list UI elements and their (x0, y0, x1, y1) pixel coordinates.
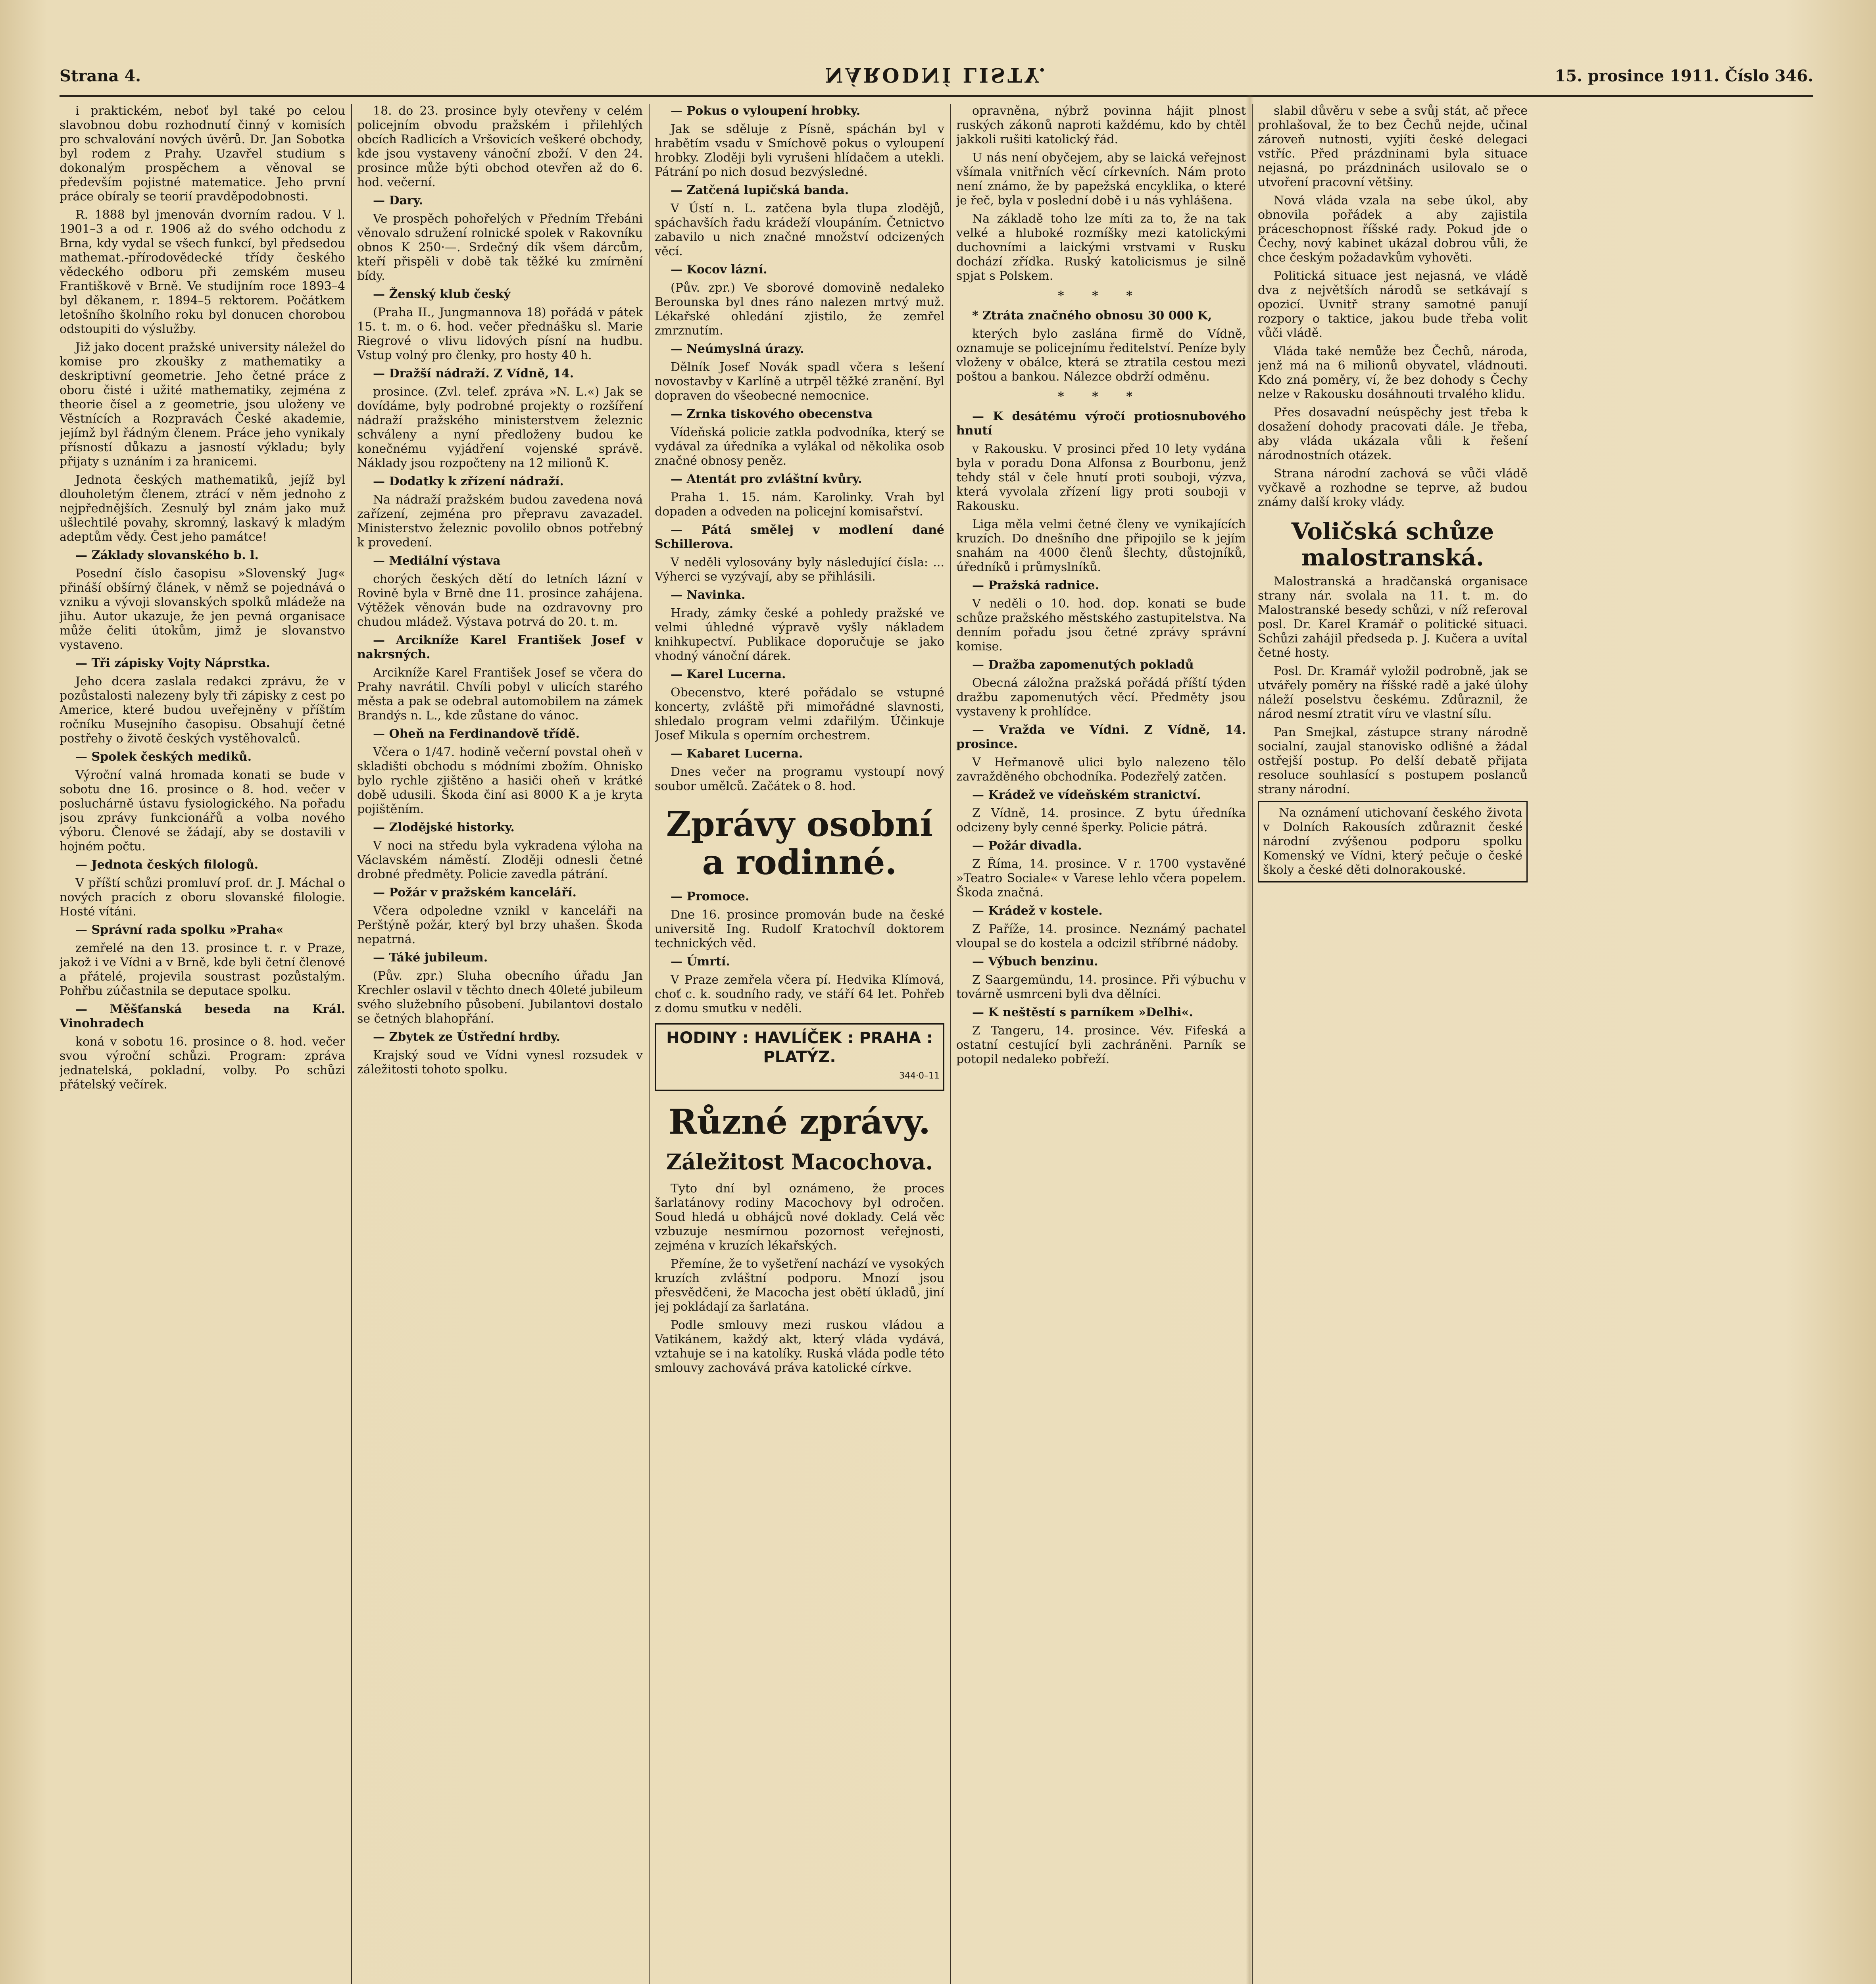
header-rule (60, 95, 1813, 97)
article-text: V neděli o 10. hod. dop. konati se bude schůze pražského městského zastupitelstva. Na denním pořadu jsou četné zprávy správní komise. (956, 597, 1246, 654)
article-text: Na základě toho lze míti za to, že na tak velké a hluboké rozmíšky mezi katolickými duchovními a laickými vrstvami v Rusku dochází zřídka. Ruský katolicismus je silně spjat s Polskem. (956, 212, 1246, 283)
article-heading: — Neúmyslná úrazy. (671, 342, 804, 356)
article-heading: — Kabaret Lucerna. (671, 747, 803, 761)
article-text: Dne 16. prosince promován bude na české universitě Ing. Rudolf Kratochvíl doktorem technických věd. (655, 908, 944, 950)
article-text: Politická situace jest nejasná, ve vládě dva z největších národů se setkávají s opozicí. Uvnitř strany samotné panují rozpory o taktice, jakou bude třeba volit vůči vládě. (1258, 269, 1528, 340)
column-4 (956, 104, 1246, 1984)
notice-box: Na oznámení utichovaní českého života v Dolních Rakousích zdůraznit české národní zvýšenou podporu spolku Komenský ve Vídni, který pečuje o české školy a české děti dolnorakouské. (1258, 801, 1528, 882)
article-text: U nás není obyčejem, aby se laická veřejnost všímala vnitřních věcí církevních. Nám proto není známo, že by papežská encyklika, o které je řeč, byla v poslední době i u nás vyhlášena. (956, 151, 1246, 208)
article-heading: — Dražší nádraží. Z Vídně, 14. (373, 367, 574, 381)
article-title: Záležitost Macochova. (666, 1149, 933, 1175)
article-heading: — Výbuch benzinu. (972, 955, 1098, 969)
article-text: (Pův. zpr.) Sluha obecního úřadu Jan Krechler oslavil v těchto dnech 40leté jubileum svého služebního působení. Jubilantovi dostalo se četných blahopřání. (357, 969, 643, 1026)
section-divider: * * * (1058, 390, 1144, 404)
article-heading: — Měšťanská beseda na Král. Vinohradech (60, 1002, 345, 1030)
article-text: Na nádraží pražském budou zavedena nová zařízení, zejména pro přepravu zavazadel. Ministerstvo železnic povolilo obnos potřebný k provedení. (357, 493, 643, 550)
article-text: Již jako docent pražské university náležel do komise pro zkoušky z mathematiky a deskriptivní geometrie. Jeho četné práce z oboru čisté i užité mathematiky, zejména z theorie čísel a z geometrie, jsou uloženy ve Věstnících a Rozpravách České akademie, jejímž byl řádným členem. Práce jeho vynikaly přísností důkazu a jasností výkladu; byly přijaty s uznáním i za hranicemi. (60, 340, 345, 469)
article-text: R. 1888 byl jmenován dvorním radou. V l. 1901–3 a od r. 1906 až do svého odchodu z Brna, kdy vydal se všech funkcí, byl předsedou mathemat.-přírodovědecké třídy českého vědeckého odboru při zemském museu Františkově v Brně. Ve studijním roce 1893–4 byl děkanem, r. 1894–5 rektorem. Počátkem letošního školního roku byl donucen chorobou odstoupiti do výslužby. (60, 208, 345, 336)
article-text: Praha 1. 15. nám. Karolinky. Vrah byl dopaden a odveden na policejní komisařství. (655, 490, 944, 519)
article-heading: — Oheň na Ferdinandově třídě. (373, 727, 580, 741)
article-heading: — Atentát pro zvláštní kvůry. (671, 472, 862, 486)
article-text: koná v sobotu 16. prosince o 8. hod. večer svou výroční schůzi. Program: zpráva jednatelská, pokladní, volby. Po schůzi přátelský večírek. (60, 1035, 345, 1092)
article-heading: — Zlodějské historky. (373, 821, 515, 834)
article-text: prosince. (Zvl. telef. zpráva »N. L.«) Jak se dovídáme, byly podrobné projekty o rozšíření nádraží pražského ministerstvem železnic schváleny a nyní předloženy budou ke konečnému vyjádření vojenské správě. Náklady jsou rozpočteny na 12 milionů K. (357, 385, 643, 470)
column-2 (357, 104, 643, 1984)
page-number: Strana 4. (60, 67, 141, 85)
article-heading: — Správní rada spolku »Praha« (75, 923, 284, 937)
article-text: Z Vídně, 14. prosince. Z bytu úředníka odcizeny byly cenné šperky. Policie pátrá. (956, 806, 1246, 834)
article-text: Přemíne, že to vyšetření nachází ve vysokých kruzích zvláštní podporu. Mnozí jsou přesvědčeni, že Macocha jest obětí úkladů, jiní jej pokládají za šarlatána. (655, 1257, 944, 1314)
column-divider (1252, 104, 1253, 1984)
article-heading: — Navinka. (671, 588, 746, 602)
article-heading: — Požár v pražském kanceláří. (373, 886, 577, 900)
article-text: 18. do 23. prosince byly otevřeny v celém policejním obvodu pražském i přilehlých obcích Radlicích a Vršovicích veškeré obchody, kde jsou vystaveny vánoční zboží. V den 24. prosince může býti obchod otevřen až do 6. hod. večerní. (357, 104, 643, 189)
article-text: Jak se sděluje z Písně, spáchán byl v hrabětím vsadu v Smíchově pokus o vyloupení hrobky. Zloději byli vyrušeni hlídačem a utekli. Pátrání po nich dosud bezvýsledné. (655, 122, 944, 179)
article-text: v Rakousku. V prosinci před 10 lety vydána byla v poradu Dona Alfonsa z Bourbonu, jenž tehdy stál v čele hnutí proti souboji, výzva, která vyvolala zřízení ligy proti souboji v Rakousku. (956, 442, 1246, 513)
article-text: Hrady, zámky české a pohledy pražské ve velmi úhledné výpravě vyšly nákladem knihkupectví. Publikace doporučuje se jako vhodný vánoční dárek. (655, 606, 944, 663)
article-text: (Pův. zpr.) Ve sborové domovině nedaleko Berounska byl dnes ráno nalezen mrtvý muž. Lékařské ohledání zjistilo, že zemřel zmrznutím. (655, 281, 944, 338)
article-text: kterých bylo zaslána firmě do Vídně, oznamuje se policejnímu ředitelství. Peníze byly vloženy v obálce, která se ztratila cestou mezi poštou a bankou. Nálezce obdrží odměnu. (956, 327, 1246, 384)
article-heading: — K desátému výročí protiosnubového hnutí (956, 409, 1246, 438)
article-text: Vláda také nemůže bez Čechů, národa, jenž má na 6 milionů obyvatel, vládnouti. Kdo zná poměry, ví, že bez dohody s Čechy nelze v Rakousku dosáhnouti trvalého klidu. (1258, 344, 1528, 401)
article-heading: — Zbytek ze Ústřední hrdby. (373, 1030, 560, 1044)
article-text: Jeho dcera zaslala redakci zprávu, že v pozůstalosti nalezeny byly tři zápisky z cest po Americe, které budou uveřejněny v příštím ročníku Musejního časopisu. Obsahují četné postřehy o životě českých vystěhovalců. (60, 675, 345, 746)
article-heading: — Dražba zapomenutých pokladů (972, 658, 1194, 672)
section-title: Různé zprávy. (668, 1102, 931, 1142)
article-text: Liga měla velmi četné členy ve vynikajících kruzích. Do dnešního dne připojilo se k jejím snahám na 4000 členů šlechty, důstojníků, úředníků i průmyslníků. (956, 517, 1246, 574)
article-text: Výroční valná hromada konati se bude v sobotu dne 16. prosince o 8. hod. večer v posluchárně ústavu fysiologického. Na pořadu jsou zprávy funkcionářů a volba nového výboru. Členové se žádají, aby se dostavili v hojném počtu. (60, 768, 345, 854)
article-heading: — Krádež ve vídeňském stranictví. (972, 788, 1201, 802)
column-5-inner (1258, 104, 1813, 1984)
article-heading: — Pátá smělej v modlení dané Schillerova. (655, 523, 944, 551)
article-text: Včera odpoledne vznikl v kanceláři na Perštýně požár, který byl brzy uhašen. Škoda nepatrná. (357, 904, 643, 946)
article-heading: — Požár divadla. (972, 839, 1082, 853)
article-text: Krajský soud ve Vídni vynesl rozsudek v záležitosti tohoto spolku. (357, 1048, 643, 1077)
article-heading: — Karel Lucerna. (671, 667, 786, 681)
article-heading: — Zrnka tiskového obecenstva (671, 407, 873, 421)
article-heading: — Promoce. (671, 890, 750, 904)
article-text: Posední číslo časopisu »Slovenský Jug« přináší obšírný článek, v němž se pojednává o vzniku a vývoji slovanských spolků mládeže na jihu. Autor ukazuje, že jen pevná organisace může čeliti útokům, jimž je slovanstvo vystaveno. (60, 567, 345, 652)
section-divider: * * * (1058, 289, 1144, 303)
article-heading: — Pražská radnice. (972, 579, 1099, 592)
article-heading: — Dary. (373, 194, 423, 208)
article-heading: — Táké jubileum. (373, 951, 488, 965)
article-text: i praktickém, neboť byl také po celou slavobnou dobu rozhodnutí činný v komisích pro schvalování nových úvěrů. Dr. Jan Sobotka byl rodem z Prahy. Uzavřel studium s dokonalým prospěchem a věnoval se především pojistné matematice. Jeho první práce obíraly se teorií pravděpodobnosti. (60, 104, 345, 204)
article-text: Posl. Dr. Kramář vyložil podrobně, jak se utvářely poměry na říšské radě a jaké úlohy náleží poselstvu českému. Zdůraznil, že národ nesmí ztratit víru ve vlastní sílu. (1258, 664, 1528, 721)
article-heading: — K neštěstí s parníkem »Delhi«. (972, 1005, 1193, 1019)
article-text: Nová vláda vzala na sebe úkol, aby obnovila pořádek a aby zajistila práceschopnost říšské rady. Pokud jde o Čechy, nový kabinet ukázal dobrou vůli, že chce českým požadavkům vyhověti. (1258, 194, 1528, 265)
issue-date: 15. prosince 1911. Číslo 346. (1555, 67, 1813, 85)
article-text: Z Tangeru, 14. prosince. Vév. Fifeská a ostatní cestující byli zachráněni. Parník se potopil nedaleko pobřeží. (956, 1024, 1246, 1066)
article-text: Jednota českých mathematiků, jejíž byl dlouholetým členem, ztrácí v něm jednoho z nejpřednějších. Zesnulý byl znám jako muž ušlechtilé povahy, skromný, laskavý k mladým adeptům vědy. Čest jeho památce! (60, 473, 345, 544)
column-5 (1258, 104, 1813, 1984)
advert-number: 344·0–11 (899, 1071, 940, 1081)
article-text: V noci na středu byla vykradena výloha na Václavském náměstí. Zloději odnesli četné drobné předměty. Policie zavedla pátrání. (357, 839, 643, 881)
article-heading: — Jednota českých filologů. (75, 858, 259, 872)
article-text: Obecenstvo, které pořádalo se vstupné koncerty, zvláště při mimořádné slavnosti, shledalo program velmi zdařilým. Účinkuje Josef Mikula s operním orchestrem. (655, 686, 944, 742)
column-divider (649, 104, 650, 1984)
article-heading: — Základy slovanského b. l. (75, 548, 259, 562)
article-text: V příští schůzi promluví prof. dr. J. Máchal o nových pracích z oboru slovanské filologie. Hosté vítáni. (60, 876, 345, 919)
advert-text: HODINY : HAVLÍČEK : PRAHA : PLATÝZ. (666, 1029, 933, 1066)
article-text: Vídeňská policie zatkla podvodníka, který se vydával za úředníka a vylákal od několika osob značné obnosy peněz. (655, 425, 944, 468)
article-text: Strana národní zachová se vůči vládě vyčkavě a rozhodne se teprve, až budou známy další kroky vlády. (1258, 467, 1528, 509)
page-header (60, 60, 1813, 91)
column-divider (351, 104, 352, 1984)
article-heading: — Tři zápisky Vojty Náprstka. (75, 656, 270, 670)
article-heading: — Ženský klub český (373, 287, 511, 301)
article-heading: — Vražda ve Vídni. Z Vídně, 14. prosince. (956, 723, 1246, 751)
article-heading: — Pokus o vyloupení hrobky. (671, 104, 861, 118)
article-text: V neděli vylosovány byly následující čísla: ... Výherci se vyzývají, aby se přihlásili. (655, 556, 944, 584)
article-text: Arcikníže Karel František Josef se včera do Prahy navrátil. Chvíli pobyl v ulicích starého města a pak se odebral automobilem na zámek Brandýs n. L., kde zůstane do vánoc. (357, 666, 643, 723)
article-heading: — Spolek českých mediků. (75, 750, 252, 764)
article-text: V Praze zemřela včera pí. Hedvika Klímová, choť c. k. soudního rady, ve stáří 64 let. Pohřeb z domu smutku v neděli. (655, 973, 944, 1015)
column-3 (655, 104, 944, 1984)
article-text: V Heřmanově ulici bylo nalezeno tělo zavražděného obchodníka. Podezřelý zatčen. (956, 756, 1246, 784)
article-text: Malostranská a hradčanská organisace strany nár. svolala na 11. t. m. do Malostranské besedy schůzi, v níž referoval posl. Dr. Karel Kramář o politické situaci. Schůzi zahájil předseda p. J. Kučera a uvítal četné hosty. (1258, 575, 1528, 660)
masthead: NÁRODNÍ LISTY. (825, 63, 1048, 87)
article-text: Dnes večer na programu vystoupí nový soubor umělců. Začátek o 8. hod. (655, 765, 944, 793)
article-heading: — Krádež v kostele. (972, 904, 1103, 918)
article-text: Podle smlouvy mezi ruskou vládou a Vatikánem, každý akt, který vláda vydává, vztahuje se i na katolíky. Ruská vláda podle této smlouvy zachovává práva katolické církve. (655, 1318, 944, 1375)
article-heading: — Zatčená lupičská banda. (671, 183, 849, 197)
article-text: opravněna, nýbrž povinna hájit plnost ruských zákonů naproti každému, kdo by chtěl jakkoli rušiti katolický řád. (956, 104, 1246, 146)
section-title: Voličská schůze malostranská. (1291, 518, 1494, 571)
article-text: Přes dosavadní neúspěchy jest třeba k dosažení dohody pracovati dále. Je třeba, aby vláda ukázala vůli k řešení národnostních otázek. (1258, 406, 1528, 462)
column-1 (60, 104, 345, 1984)
article-heading: * Ztráta značného obnosu 30 000 K, (972, 309, 1212, 323)
article-text: Včera o 1/47. hodině večerní povstal oheň v skladišti obchodu s módními zbožím. Ohnisko bylo rychle zjištěno a hasiči oheň v krátké době udusili. Škoda činí asi 8000 K a je kryta pojištěním. (357, 745, 643, 816)
article-text: Tyto dní byl oznámeno, že proces šarlatánovy rodiny Macochovy byl odročen. Soud hledá u obhájců nové doklady. Celá věc vzbuzuje nesmírnou pozornost veřejnosti, zejména v kruzích lékařských. (655, 1182, 944, 1253)
article-text: Ve prospěch pohořelých v Předním Třebáni věnovalo sdružení rolnické spolek v Rakovníku obnos K 250·—. Srdečný dík všem dárcům, kteří přispěli v době tak těžké ku zmírnění bídy. (357, 212, 643, 283)
article-text: (Praha II., Jungmannova 18) pořádá v pátek 15. t. m. o 6. hod. večer přednášku sl. Marie Riegrové o vlivu lidových písní na hudbu. Vstup volný pro členky, pro hosty 40 h. (357, 306, 643, 362)
article-text: Obecná záložna pražská pořádá příští týden dražbu zapomenutých věcí. Předměty jsou vystaveny k prohlídce. (956, 676, 1246, 719)
article-heading: — Mediální výstava (373, 554, 501, 568)
article-text: Dělník Josef Novák spadl včera s lešení novostavby v Karlíně a utrpěl těžké zranění. Byl dopraven do všeobecné nemocnice. (655, 360, 944, 403)
section-title: Zprávy osobní a rodinné. (666, 804, 933, 882)
article-heading: — Kocov lázní. (671, 263, 767, 277)
article-text: Z Říma, 14. prosince. V r. 1700 vystavěné »Teatro Sociale« v Varese lehlo včera popelem. Škoda značná. (956, 857, 1246, 900)
article-heading: — Úmrtí. (671, 955, 730, 969)
article-heading: — Arcikníže Karel František Josef v nakrsných. (357, 633, 643, 661)
article-text: Z Saargemündu, 14. prosince. Při výbuchu v továrně usmrceni byli dva dělníci. (956, 973, 1246, 1001)
article-text: Z Paříže, 14. prosince. Neznámý pachatel vloupal se do kostela a odcizil stříbrné nádoby. (956, 922, 1246, 950)
advertisement (655, 1023, 944, 1091)
article-text: slabil důvěru v sebe a svůj stát, ač přece prohlašoval, že to bez Čechů nejde, učinal zároveň nutnosti, vyjíti české delegaci vstříc. Před prázdninami byla situace nejasná, po prázdninách usilovalo se o utvoření pracovní většiny. (1258, 104, 1528, 189)
article-text: zemřelé na den 13. prosince t. r. v Praze, jakož i ve Vídni a v Brně, kde byli četní členové a přátelé, projevila soustrast pozůstalým. Pohřbu zúčastnila se deputace spolku. (60, 941, 345, 998)
article-text: V Ústí n. L. zatčena byla tlupa zlodějů, spáchavších řadu krádeží vloupáním. Četnictvo zabavilo u nich značné množství odcizených věcí. (655, 202, 944, 258)
article-heading: — Dodatky k zřízení nádraží. (373, 475, 564, 488)
article-text: chorých českých dětí do letních lázní v Rovině byla v Brně dne 11. prosince zahájena. Výtěžek věnován bude na ozdravovny pro chudou mládež. Výstava potrvá do 20. t. m. (357, 572, 643, 629)
column-divider (950, 104, 951, 1984)
page-fold (1246, 95, 1254, 1984)
article-text: Pan Smejkal, zástupce strany národně socialní, zaujal stanovisko odlišné a žádal ostřejší postup. Po delší debatě přijata resoluce souhlasící s postupem poslanců strany národní. (1258, 725, 1528, 796)
